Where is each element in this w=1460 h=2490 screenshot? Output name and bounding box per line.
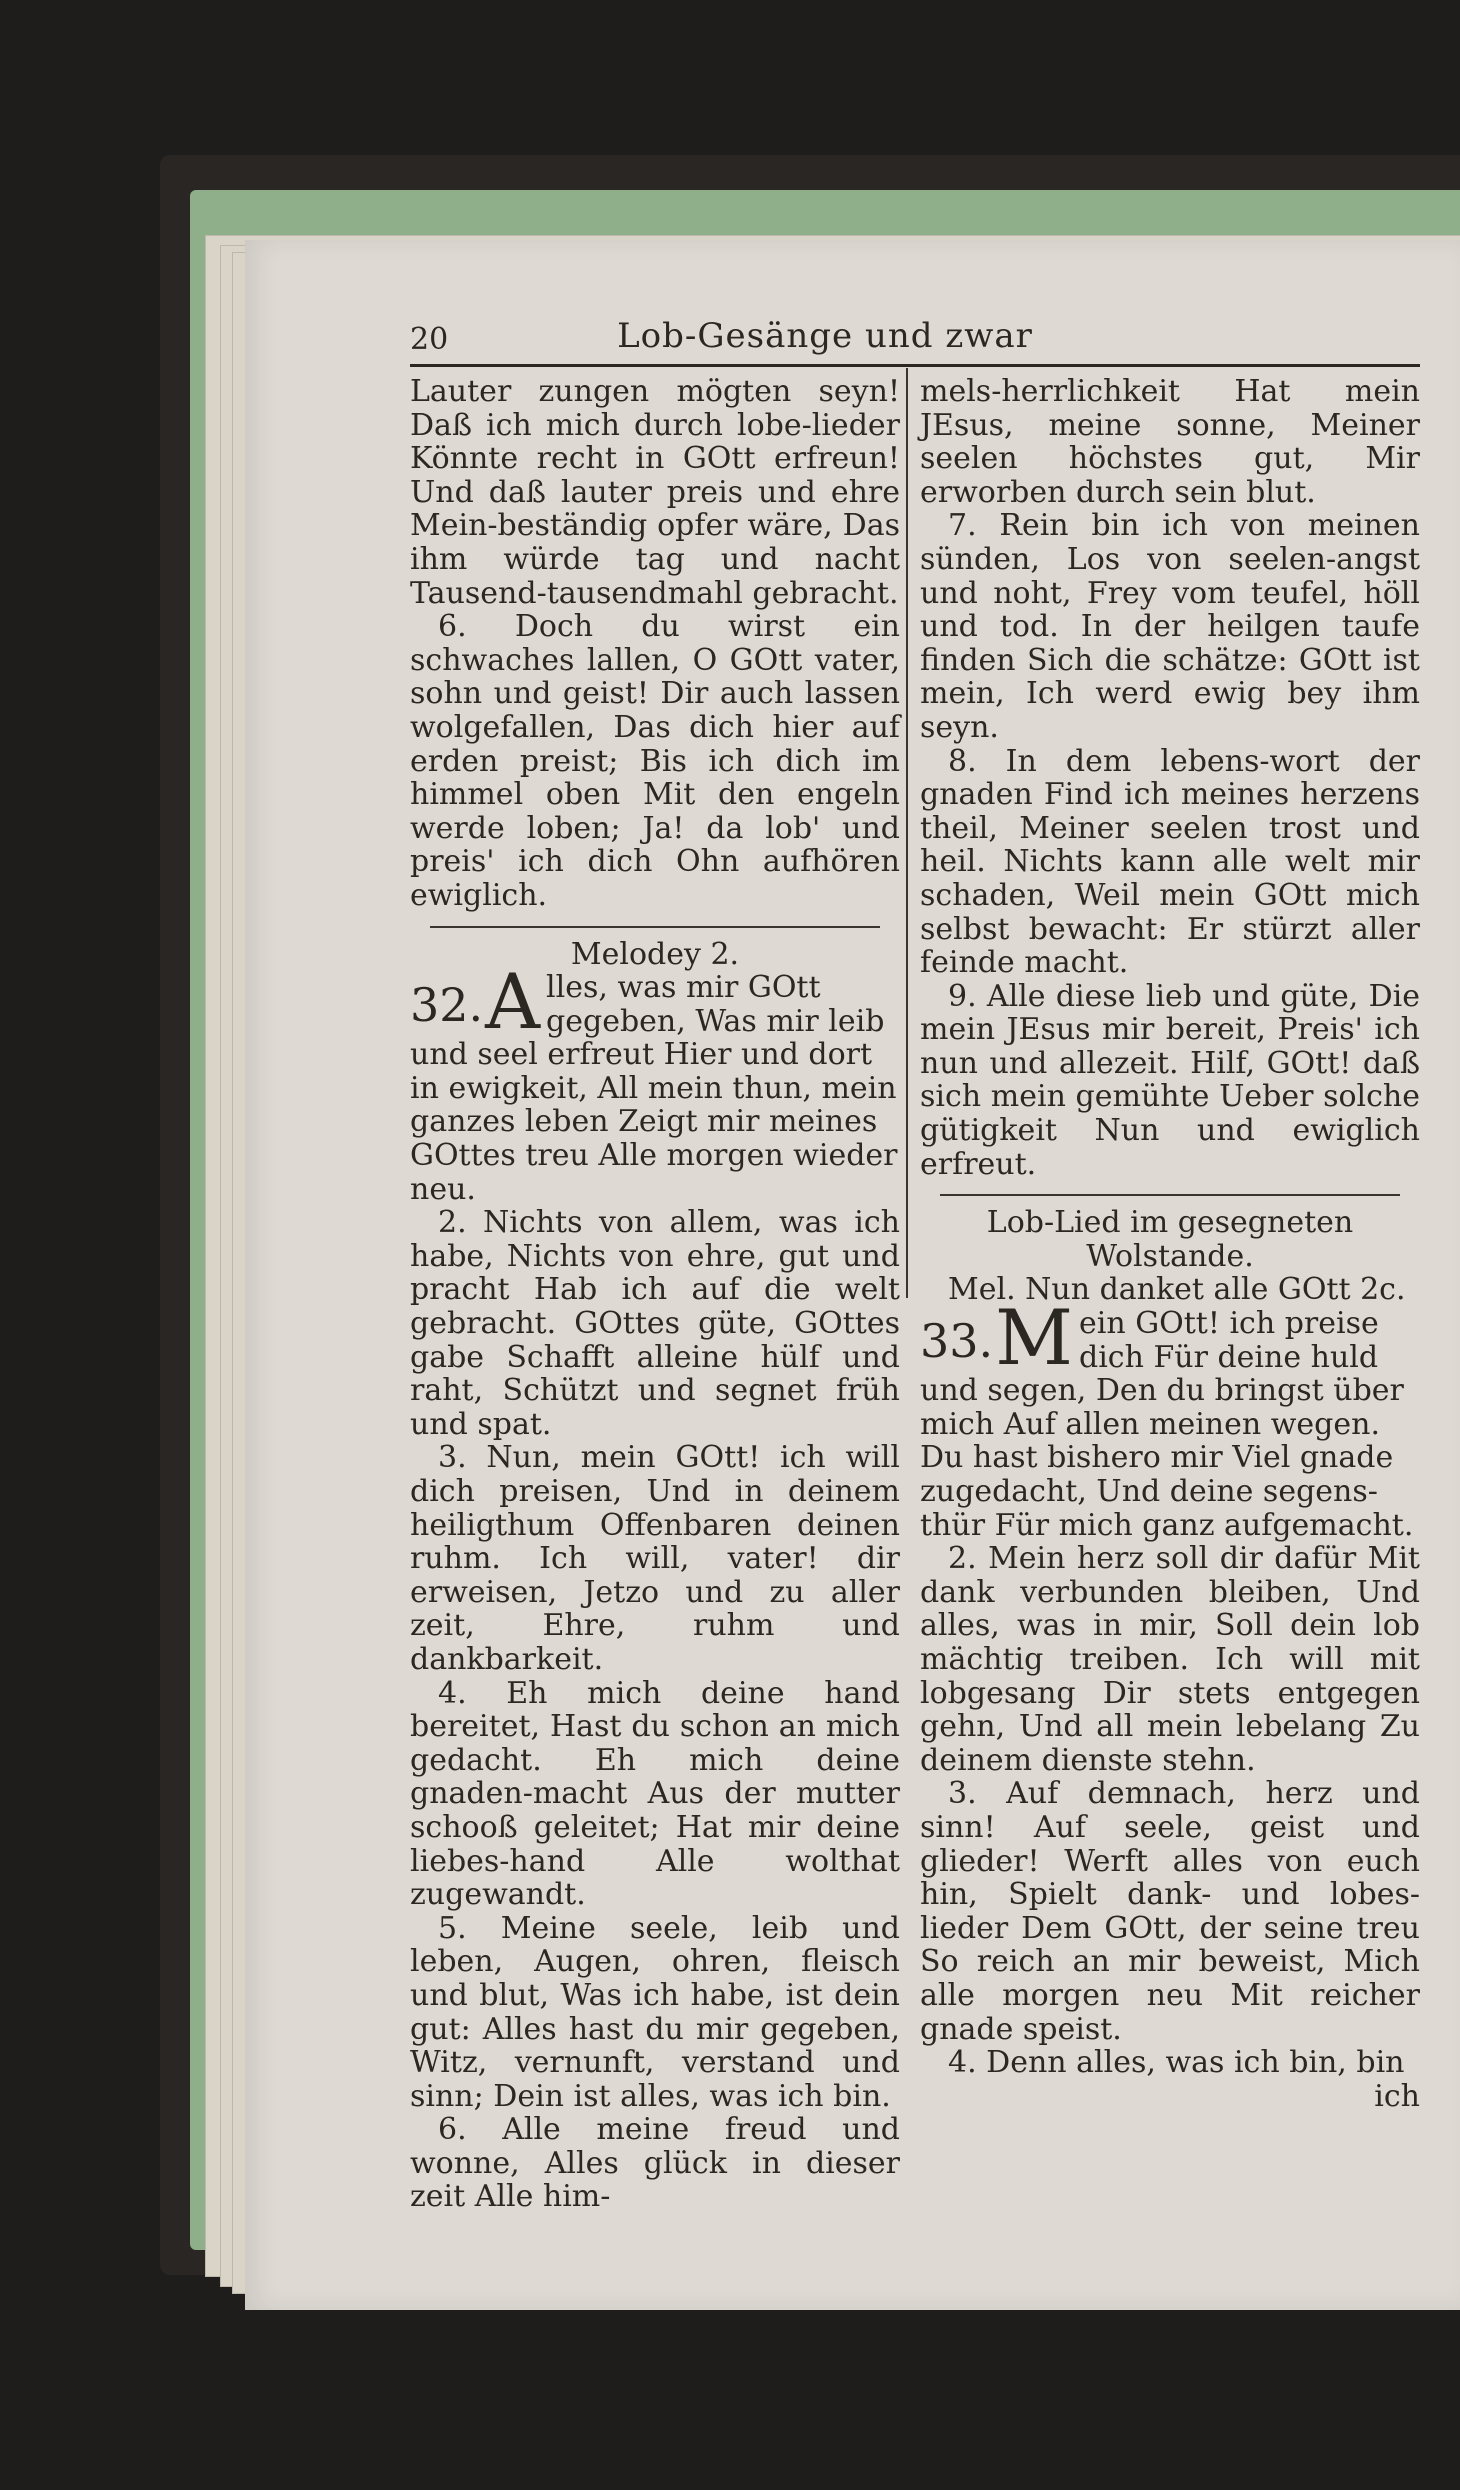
hymn-32-start xyxy=(410,957,900,1207)
verse-7: 7. Rein bin ich von meinen sünden, Los von seelen-angst und noht, Frey vom teufel, höll und tod. In der heilgen taufe finden Sich die schätze: GOtt ist mein, Ich werd ewig bey ihm seyn. xyxy=(920,508,1420,745)
drop-initial: M xyxy=(995,1293,1073,1383)
drop-initial: A xyxy=(485,957,541,1047)
right-column xyxy=(920,375,1420,2113)
section-rule xyxy=(430,926,880,928)
verse-3: 3. Auf demnach, herz und sinn! Auf seele, geist und glieder! Werft alles von euch hin, Spielt dank- und lobes-lieder Dem GOtt, der seine treu So reich an mir beweist, Mich alle morgen neu Mit reicher gnade speist. xyxy=(920,1776,1420,2047)
verse-2: 2. Mein herz soll dir dafür Mit dank verbunden bleiben, Und alles, was in mir, Soll dein lob mächtig treiben. Ich will mit lobgesang Dir stets entgegen gehn, Und all mein lebelang Zu deinem dienste stehn. xyxy=(920,1541,1420,1778)
verse-9: 9. Alle diese lieb und güte, Die mein JEsus mir bereit, Preis' ich nun und allezeit. Hilf, GOtt! daß sich mein gemühte Ueber solche gütigkeit Nun und ewiglich erfreut. xyxy=(920,978,1420,1182)
column-divider xyxy=(906,368,908,1298)
verse-2: 2. Nichts von allem, was ich habe, Nichts von ehre, gut und pracht Hab ich auf die welt gebracht. GOttes güte, GOttes gabe Schafft alleine hülf und raht, Schützt und segnet früh und spat. xyxy=(410,1205,900,1442)
hymn-number: 32. xyxy=(410,978,484,1033)
section-title-2: Wolstande. xyxy=(1086,1238,1254,1274)
verse-continuation: mels-herrlichkeit Hat mein JEsus, meine sonne, Meiner seelen höchstes gut, Mir erworben durch sein blut. xyxy=(920,374,1420,510)
left-column xyxy=(410,375,900,2214)
hymn-32-verse-1: lles, was mir GOtt gegeben, Was mir leib und seel erfreut Hier und dort in ewigkeit, All mein thun, mein ganzes leben Zeigt mir meines GOttes treu Alle morgen wieder neu. xyxy=(410,970,898,1207)
catchword: ich xyxy=(1374,2078,1420,2114)
hymn-33-verse-1: ein GOtt! ich preise dich Für deine huld und segen, Den du bringst über mich Auf allen meinen wegen. Du hast bishero mir Viel gnade zugedacht, Und deine segens-thür Für mich ganz aufgemacht. xyxy=(920,1306,1414,1543)
melody-line: Melodey 2. xyxy=(570,936,740,972)
verse-3: 3. Nun, mein GOtt! ich will dich preisen, Und in deinem heiligthum Offenbaren deinen ruhm. Ich will, vater! dir erweisen, Jetzo und zu aller zeit, Ehre, ruhm und dankbarkeit. xyxy=(410,1440,900,1677)
section-title: Lob-Lied im gesegneten xyxy=(986,1205,1354,1241)
running-head: Lob-Gesänge und zwar xyxy=(617,316,1033,356)
page-number: 20 xyxy=(410,322,449,357)
hymn-number: 33. xyxy=(920,1314,994,1369)
verse-4: 4. Denn alles, was ich bin, bin xyxy=(948,2045,1405,2081)
hymn-33-start xyxy=(920,1293,1420,1543)
verse-4: 4. Eh mich deine hand bereitet, Hast du schon an mich gedacht. Eh mich deine gnaden-macht Aus der mutter schooß geleitet; Hat mir deine liebes-hand Alle wolthat zugewandt. xyxy=(410,1675,900,1913)
section-rule xyxy=(940,1194,1400,1196)
verse-6: 6. Alle meine freud und wonne, Alles glück in dieser zeit Alle him- xyxy=(410,2112,900,2215)
melody-line: Mel. Nun danket alle GOtt 2c. xyxy=(948,1272,1406,1308)
verse-continuation: Lauter zungen mögten seyn! Daß ich mich durch lobe-lieder Könnte recht in GOtt erfreun! Und daß lauter preis und ehre Mein-beständig opfer wäre, Das ihm würde tag und nacht Tausend-tausendmahl gebracht. xyxy=(410,374,900,611)
verse-6: 6. Doch du wirst ein schwaches lallen, O GOtt vater, sohn und geist! Dir auch lassen wolgefallen, Das dich hier auf erden preist; Bis ich dich im himmel oben Mit den engeln werde loben; Ja! da lob' und preis' ich dich Ohn aufhören ewiglich. xyxy=(410,609,900,913)
book-page xyxy=(245,240,1460,2310)
verse-5: 5. Meine seele, leib und leben, Augen, ohren, fleisch und blut, Was ich habe, ist dein gut: Alles hast du mir gegeben, Witz, vernunft, verstand und sinn; Dein ist alles, was ich bin. xyxy=(410,1910,900,2114)
verse-8: 8. In dem lebens-wort der gnaden Find ich meines herzens theil, Meiner seelen trost und heil. Nichts kann alle welt mir schaden, Weil mein GOtt mich selbst bewacht: Er stürzt aller feinde macht. xyxy=(920,743,1420,981)
page-header xyxy=(410,316,1420,367)
